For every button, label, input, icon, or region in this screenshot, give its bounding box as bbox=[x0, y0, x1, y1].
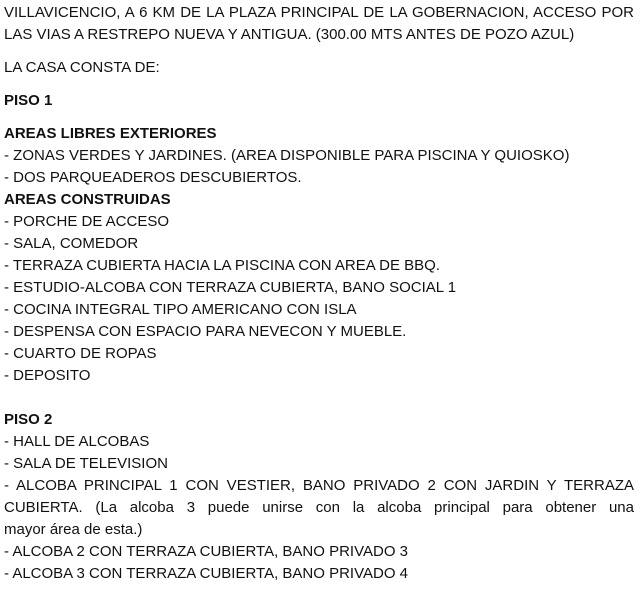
list-item: - ESTUDIO-ALCOBA CON TERRAZA CUBIERTA, BANO SOCIAL 1 bbox=[4, 279, 457, 296]
master-bedroom-line-2: CUBIERTA. (La alcoba 3 puede unirse con la alcoba principal para obtener una bbox=[4, 499, 634, 516]
spacer bbox=[4, 79, 634, 90]
intro-line-2: LAS VIAS A RESTREPO NUEVA Y ANTIGUA. (300.00 MTS ANTES DE POZO AZUL) bbox=[4, 26, 575, 43]
list-item: - HALL DE ALCOBAS bbox=[4, 433, 150, 450]
spacer bbox=[4, 46, 634, 57]
list-item: - DOS PARQUEADEROS DESCUBIERTOS. bbox=[4, 169, 302, 186]
list-item: - TERRAZA CUBIERTA HACIA LA PISCINA CON AREA DE BBQ. bbox=[4, 257, 440, 274]
master-bedroom-line-3: mayor área de esta.) bbox=[4, 521, 143, 538]
intro-line-1: VILLAVICENCIO, A 6 KM DE LA PLAZA PRINCIPAL DE LA GOBERNACION, ACCESO POR bbox=[4, 4, 634, 21]
master-bedroom-line-1: - ALCOBA PRINCIPAL 1 CON VESTIER, BANO PRIVADO 2 CON JARDIN Y TERRAZA bbox=[4, 477, 634, 494]
list-item: - COCINA INTEGRAL TIPO AMERICANO CON ISLA bbox=[4, 301, 357, 318]
open-areas-list bbox=[4, 145, 634, 189]
list-item: - DESPENSA CON ESPACIO PARA NEVECON Y MUEBLE. bbox=[4, 323, 407, 340]
list-item: - ZONAS VERDES Y JARDINES. (AREA DISPONIBLE PARA PISCINA Y QUIOSKO) bbox=[4, 147, 570, 164]
floor-2-title: PISO 2 bbox=[4, 411, 53, 428]
list-item: - SALA, COMEDOR bbox=[4, 235, 139, 252]
built-areas-title: AREAS CONSTRUIDAS bbox=[4, 191, 171, 208]
list-item: - SALA DE TELEVISION bbox=[4, 455, 168, 472]
list-item: - PORCHE DE ACCESO bbox=[4, 213, 170, 230]
list-item: - CUARTO DE ROPAS bbox=[4, 345, 157, 362]
open-areas-title: AREAS LIBRES EXTERIORES bbox=[4, 125, 217, 142]
list-item: - ALCOBA 3 CON TERRAZA CUBIERTA, BANO PRIVADO 4 bbox=[4, 565, 408, 582]
spacer bbox=[4, 387, 634, 409]
list-item: - ALCOBA 2 CON TERRAZA CUBIERTA, BANO PRIVADO 3 bbox=[4, 543, 408, 560]
house-consists-heading: LA CASA CONSTA DE: bbox=[4, 59, 160, 76]
list-item: - DEPOSITO bbox=[4, 367, 91, 384]
built-areas-list bbox=[4, 211, 634, 387]
spacer bbox=[4, 112, 634, 123]
property-description-document bbox=[4, 2, 634, 585]
floor-1-title: PISO 1 bbox=[4, 92, 53, 109]
floor-2-list bbox=[4, 431, 634, 585]
